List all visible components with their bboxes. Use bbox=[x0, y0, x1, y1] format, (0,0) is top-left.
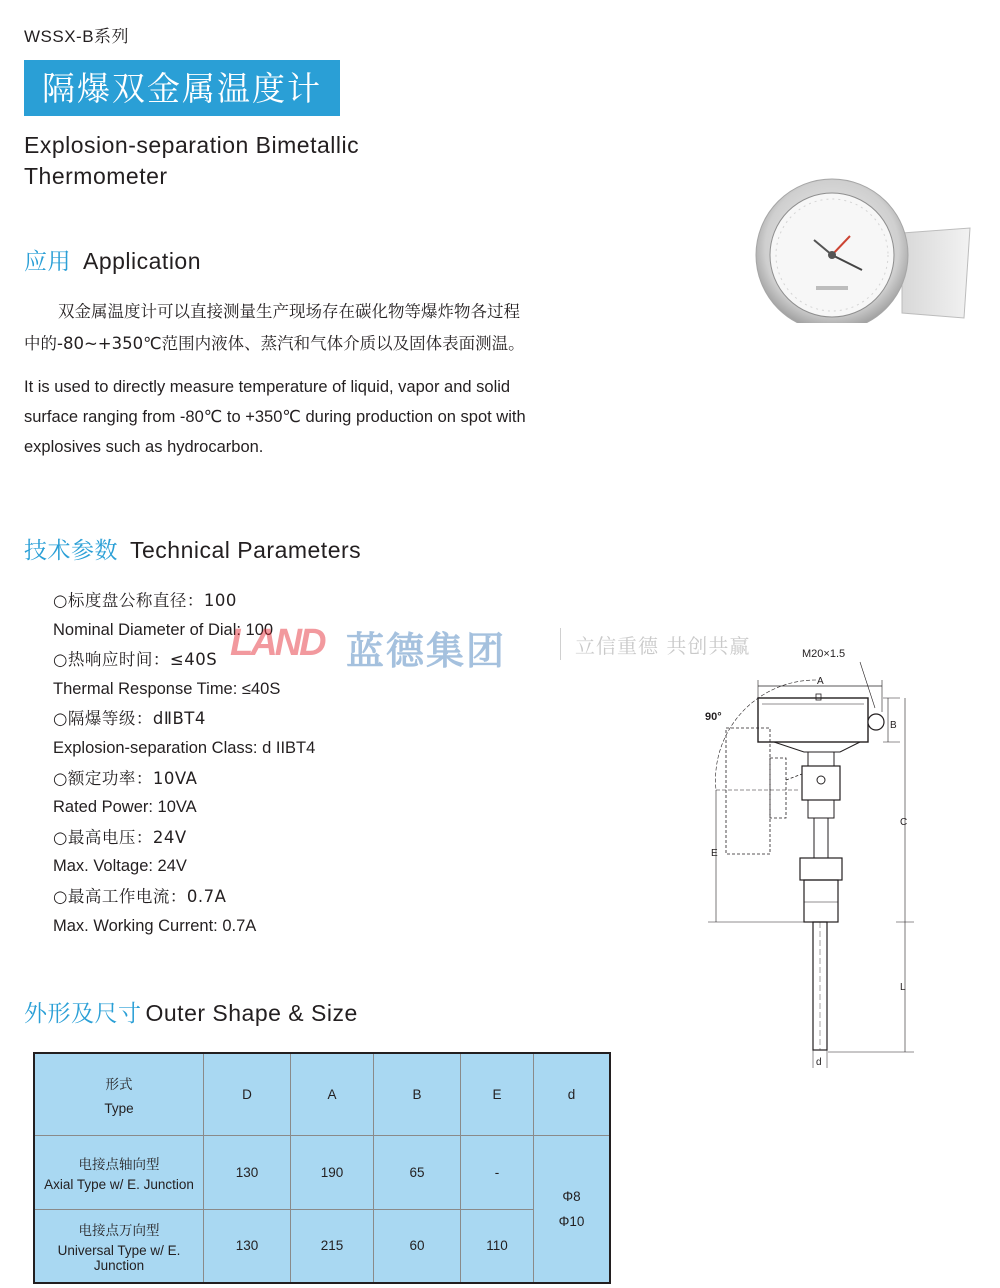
param-current-en: Max. Working Current: 0.7A bbox=[53, 916, 257, 935]
dim-L-label: L bbox=[900, 982, 906, 993]
table-header-row bbox=[34, 1053, 610, 1135]
application-en-line1: It is used to directly measure temperature of liquid, vapor and solid bbox=[24, 378, 511, 396]
size-table bbox=[33, 1052, 611, 1284]
watermark-company: 蓝德集团 bbox=[346, 629, 507, 673]
page-title-cn: 隔爆双金属温度计 bbox=[24, 60, 340, 116]
param-voltage-en: Max. Voltage: 24V bbox=[53, 857, 187, 876]
param-diameter-en: Nominal Diameter of Dial: 100 bbox=[53, 620, 274, 639]
title-en-line2: Thermometer bbox=[24, 163, 168, 189]
application-en-line2: surface ranging from -80℃ to +350℃ during production on spot with bbox=[24, 408, 526, 426]
row2-B: 60 bbox=[374, 1209, 461, 1283]
application-heading-cn: 应用 bbox=[24, 249, 71, 275]
row2-type bbox=[34, 1209, 204, 1283]
table-row bbox=[34, 1209, 610, 1283]
header-D: D bbox=[204, 1053, 291, 1135]
param-response-cn: ○热响应时间：≤40S bbox=[53, 650, 218, 670]
product-photo bbox=[752, 178, 974, 323]
row1-A: 190 bbox=[291, 1135, 374, 1209]
thread-label: M20×1.5 bbox=[802, 648, 846, 660]
header-type bbox=[34, 1053, 204, 1135]
param-response-en: Thermal Response Time: ≤40S bbox=[53, 679, 281, 698]
tech-heading-en: Technical Parameters bbox=[130, 537, 362, 563]
tech-heading bbox=[24, 532, 361, 565]
row1-D: 130 bbox=[204, 1135, 291, 1209]
angle-label: 90° bbox=[705, 711, 722, 723]
param-power-en: Rated Power: 10VA bbox=[53, 798, 197, 817]
row2-type-en-line2: Junction bbox=[93, 1257, 145, 1273]
d-values bbox=[534, 1135, 611, 1283]
header-A: A bbox=[291, 1053, 374, 1135]
d-value-1: Φ8 bbox=[562, 1188, 581, 1204]
row1-B: 65 bbox=[374, 1135, 461, 1209]
d-value-2: Φ10 bbox=[558, 1213, 585, 1229]
series-label: WSSX-B系列 bbox=[24, 27, 130, 46]
watermark-slogan: 立信重德 共创共赢 bbox=[575, 634, 751, 658]
application-cn-line1: 双金属温度计可以直接测量生产现场存在碳化物等爆炸物各过程 bbox=[58, 302, 520, 321]
dim-d-label: d bbox=[816, 1057, 822, 1068]
dim-A-label: A bbox=[817, 676, 824, 687]
application-text-cn bbox=[24, 296, 634, 360]
dim-B-label: B bbox=[890, 720, 897, 731]
outer-heading-cn: 外形及尺寸 bbox=[24, 1001, 142, 1027]
dim-E-label: E bbox=[711, 848, 718, 859]
page-title-en bbox=[24, 130, 359, 192]
row2-A: 215 bbox=[291, 1209, 374, 1283]
row2-E: 110 bbox=[461, 1209, 534, 1283]
row1-type-cn: 电接点轴向型 bbox=[78, 1156, 160, 1173]
watermark-divider bbox=[560, 628, 561, 660]
application-heading-en: Application bbox=[83, 248, 202, 274]
watermark-logo: LAND bbox=[230, 622, 324, 664]
title-en-line1: Explosion-separation Bimetallic bbox=[24, 132, 360, 158]
table-row bbox=[34, 1135, 610, 1209]
header-type-en: Type bbox=[104, 1100, 134, 1116]
header-type-cn: 形式 bbox=[105, 1076, 133, 1093]
application-en-line3: explosives such as hydrocarbon. bbox=[24, 438, 264, 456]
param-class-cn: ○隔爆等级：dⅡBT4 bbox=[53, 709, 206, 729]
application-cn-line2: 中的-80~+350℃范围内液体、蒸汽和气体介质以及固体表面测温。 bbox=[24, 334, 525, 353]
row1-E: - bbox=[461, 1135, 534, 1209]
application-heading bbox=[24, 243, 201, 276]
row1-type bbox=[34, 1135, 204, 1209]
param-current-cn: ○最高工作电流：0.7A bbox=[53, 886, 227, 906]
outer-heading bbox=[24, 995, 358, 1028]
param-voltage-cn: ○最高电压：24V bbox=[53, 827, 187, 847]
param-diameter-cn: ○标度盘公称直径：100 bbox=[53, 591, 237, 610]
application-text-en bbox=[24, 372, 634, 462]
row2-D: 130 bbox=[204, 1209, 291, 1283]
dimension-drawing bbox=[700, 640, 925, 1072]
param-class-en: Explosion-separation Class: d IIBT4 bbox=[53, 738, 316, 757]
param-power-cn: ○额定功率：10VA bbox=[53, 768, 198, 788]
row2-type-en-line1: Universal Type w/ E. bbox=[57, 1242, 181, 1258]
header-E: E bbox=[461, 1053, 534, 1135]
header-d: d bbox=[534, 1053, 611, 1135]
tech-heading-cn: 技术参数 bbox=[24, 538, 118, 564]
dim-C-label: C bbox=[900, 817, 908, 828]
outer-heading-en: Outer Shape & Size bbox=[145, 1000, 358, 1026]
header-B: B bbox=[374, 1053, 461, 1135]
row2-type-cn: 电接点万向型 bbox=[78, 1222, 160, 1239]
row1-type-en: Axial Type w/ E. Junction bbox=[44, 1176, 194, 1192]
